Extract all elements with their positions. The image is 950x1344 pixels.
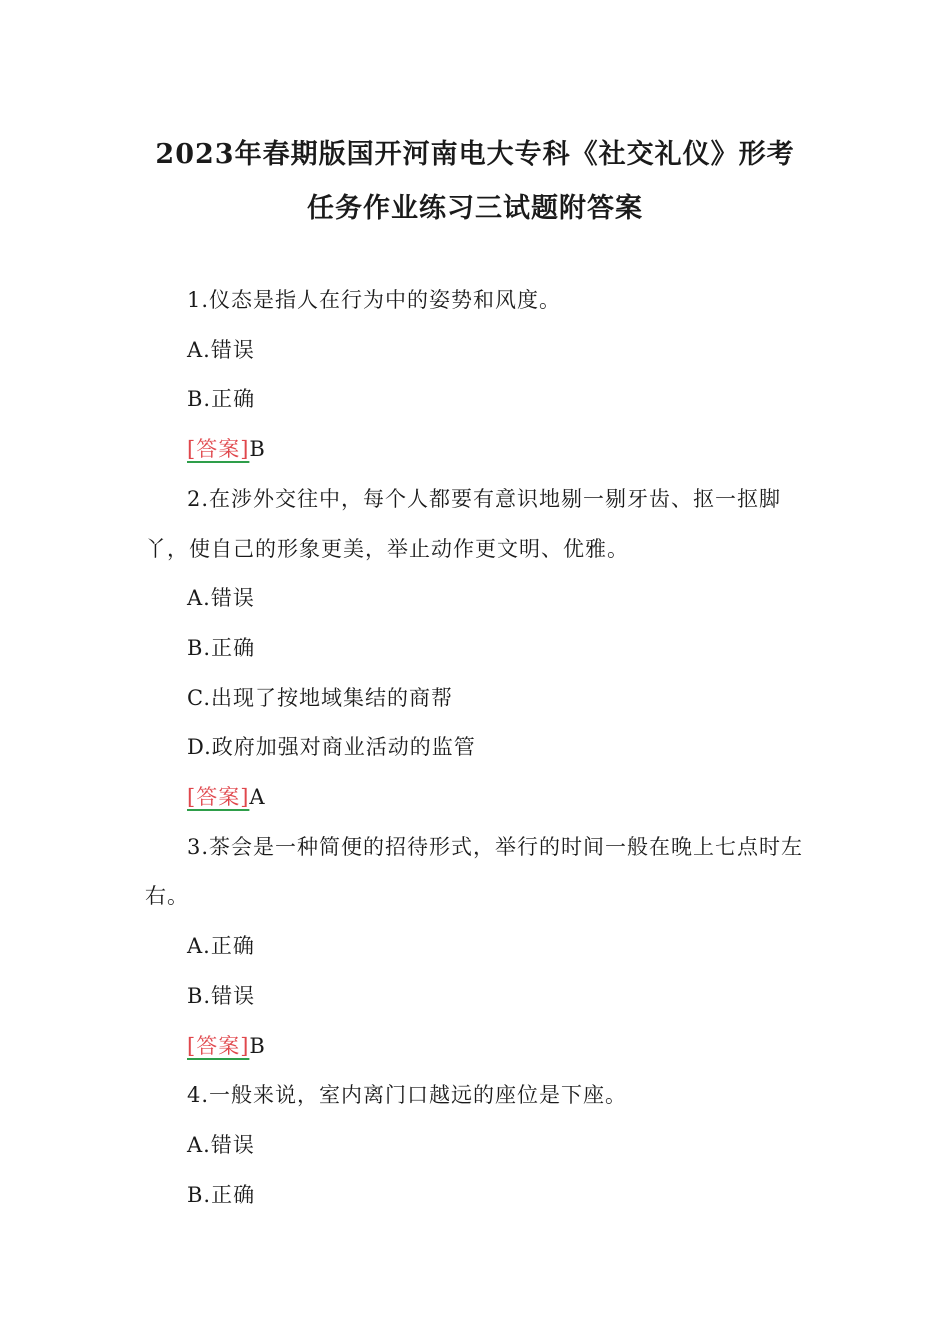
- question-stem: 2.在涉外交往中，每个人都要有意识地剔一剔牙齿、抠一抠脚丫，使自己的形象更美，举止动作更文明、优雅。: [145, 486, 782, 561]
- title-line-1: 2023年春期版国开河南电大专科《社交礼仪》形考: [155, 139, 795, 170]
- question-option: A.错误: [187, 586, 255, 611]
- answer-label: [答案]: [187, 1033, 250, 1058]
- question-stem: 3.茶会是一种简便的招待形式，举行的时间一般在晚上七点时左右。: [145, 834, 804, 909]
- question-option: A.正确: [187, 934, 255, 959]
- answer-line: [145, 1022, 810, 1072]
- question-option: D.政府加强对商业活动的监管: [187, 735, 476, 760]
- answer-value: B: [249, 1033, 266, 1058]
- answer-value: A: [249, 785, 266, 810]
- title-line-2: 任务作业练习三试题附答案: [307, 193, 643, 224]
- question-option: A.错误: [187, 1132, 255, 1157]
- question-stem: 4.一般来说，室内离门口越远的座位是下座。: [187, 1083, 628, 1108]
- answer-value: B: [249, 437, 266, 462]
- question-list: [145, 276, 810, 1220]
- answer-line: [145, 773, 810, 823]
- question-option: B.正确: [187, 387, 256, 412]
- question-option: C.出现了按地域集结的商帮: [187, 685, 453, 710]
- answer-label: [答案]: [187, 785, 250, 810]
- question-option: B.正确: [187, 1182, 256, 1207]
- document-title: [0, 128, 950, 236]
- answer-line: [145, 425, 810, 475]
- answer-label: [答案]: [187, 437, 250, 462]
- question-option: B.正确: [187, 635, 256, 660]
- question-option: B.错误: [187, 983, 256, 1008]
- question-option: A.错误: [187, 337, 255, 362]
- question-stem: 1.仪态是指人在行为中的姿势和风度。: [187, 288, 562, 312]
